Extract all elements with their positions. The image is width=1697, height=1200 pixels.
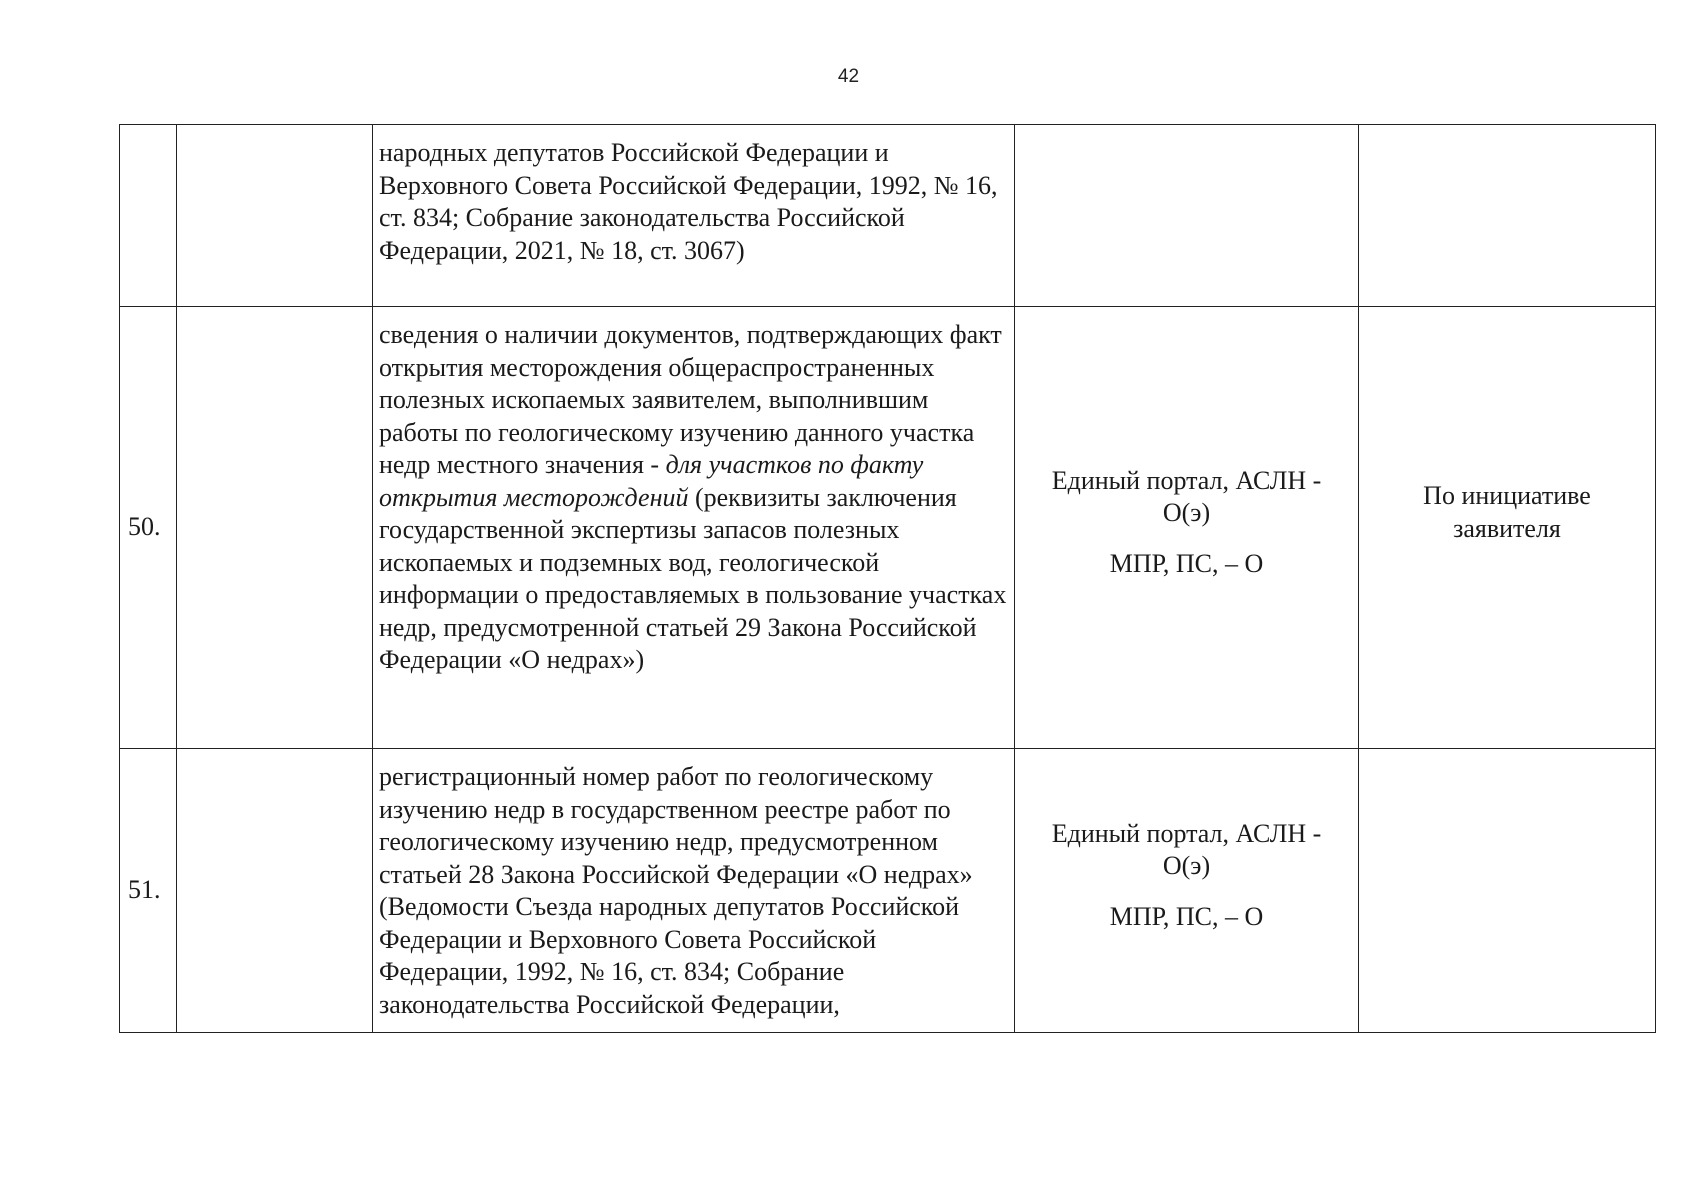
source-cell bbox=[1015, 125, 1359, 307]
empty-cell bbox=[177, 125, 373, 307]
source-line-1: Единый портал, АСЛН - О(э) bbox=[1051, 465, 1322, 528]
table-row-51 bbox=[120, 749, 1656, 1033]
term-cell bbox=[1359, 125, 1656, 307]
description-text-part-2: (реквизиты заключения государственной экспертизы запасов полезных ископаемых и подземных вод, геологической информации о предоставляемых в пользование участках недр, предусмотренной статьей 29 Закона Российской Федерации «О недрах») bbox=[379, 482, 1007, 674]
source-line-1: Единый портал, АСЛН - О(э) bbox=[1051, 818, 1322, 881]
description-italic-text: для участков по факту открытия месторождений bbox=[379, 450, 924, 512]
source-cell bbox=[1015, 749, 1359, 1033]
empty-cell bbox=[177, 307, 373, 749]
term-cell: По инициативе заявителя bbox=[1359, 307, 1656, 749]
empty-cell bbox=[177, 749, 373, 1033]
description-text-part-1: сведения о наличии документов, подтверждающих факт открытия месторождения общераспространенных полезных ископаемых заявителем, выполнившим работы по геологическому изучению данного участка недр местного значения - bbox=[379, 320, 1002, 479]
table-row-50 bbox=[120, 307, 1656, 749]
page-number: 42 bbox=[837, 66, 860, 87]
description-cell: регистрационный номер работ по геологическому изучению недр в государственном реестре работ по геологическому изучению недр, предусмотренном статьей 28 Закона Российской Федерации «О недрах» (Ведомости Съезда народных депутатов Российской Федерации и Верховного Совета Российской Федерации, 1992, № 16, ст. 834; Собрание законодательства Российской Федерации, bbox=[373, 749, 1015, 1033]
row-number-cell: 51. bbox=[120, 749, 177, 1033]
source-line-2: МПР, ПС, – О bbox=[1109, 901, 1264, 931]
row-number-cell bbox=[120, 125, 177, 307]
description-cell bbox=[373, 307, 1015, 749]
row-number-cell: 50. bbox=[120, 307, 177, 749]
term-cell bbox=[1359, 749, 1656, 1033]
source-cell bbox=[1015, 307, 1359, 749]
description-cell: народных депутатов Российской Федерации и Верховного Совета Российской Федерации, 1992, № 16, ст. 834; Собрание законодательства Российской Федерации, 2021, № 18, ст. 3067) bbox=[373, 125, 1015, 307]
source-line-2: МПР, ПС, – О bbox=[1109, 548, 1264, 578]
table-row-continuation bbox=[120, 125, 1656, 307]
requirements-table bbox=[119, 124, 1656, 1033]
